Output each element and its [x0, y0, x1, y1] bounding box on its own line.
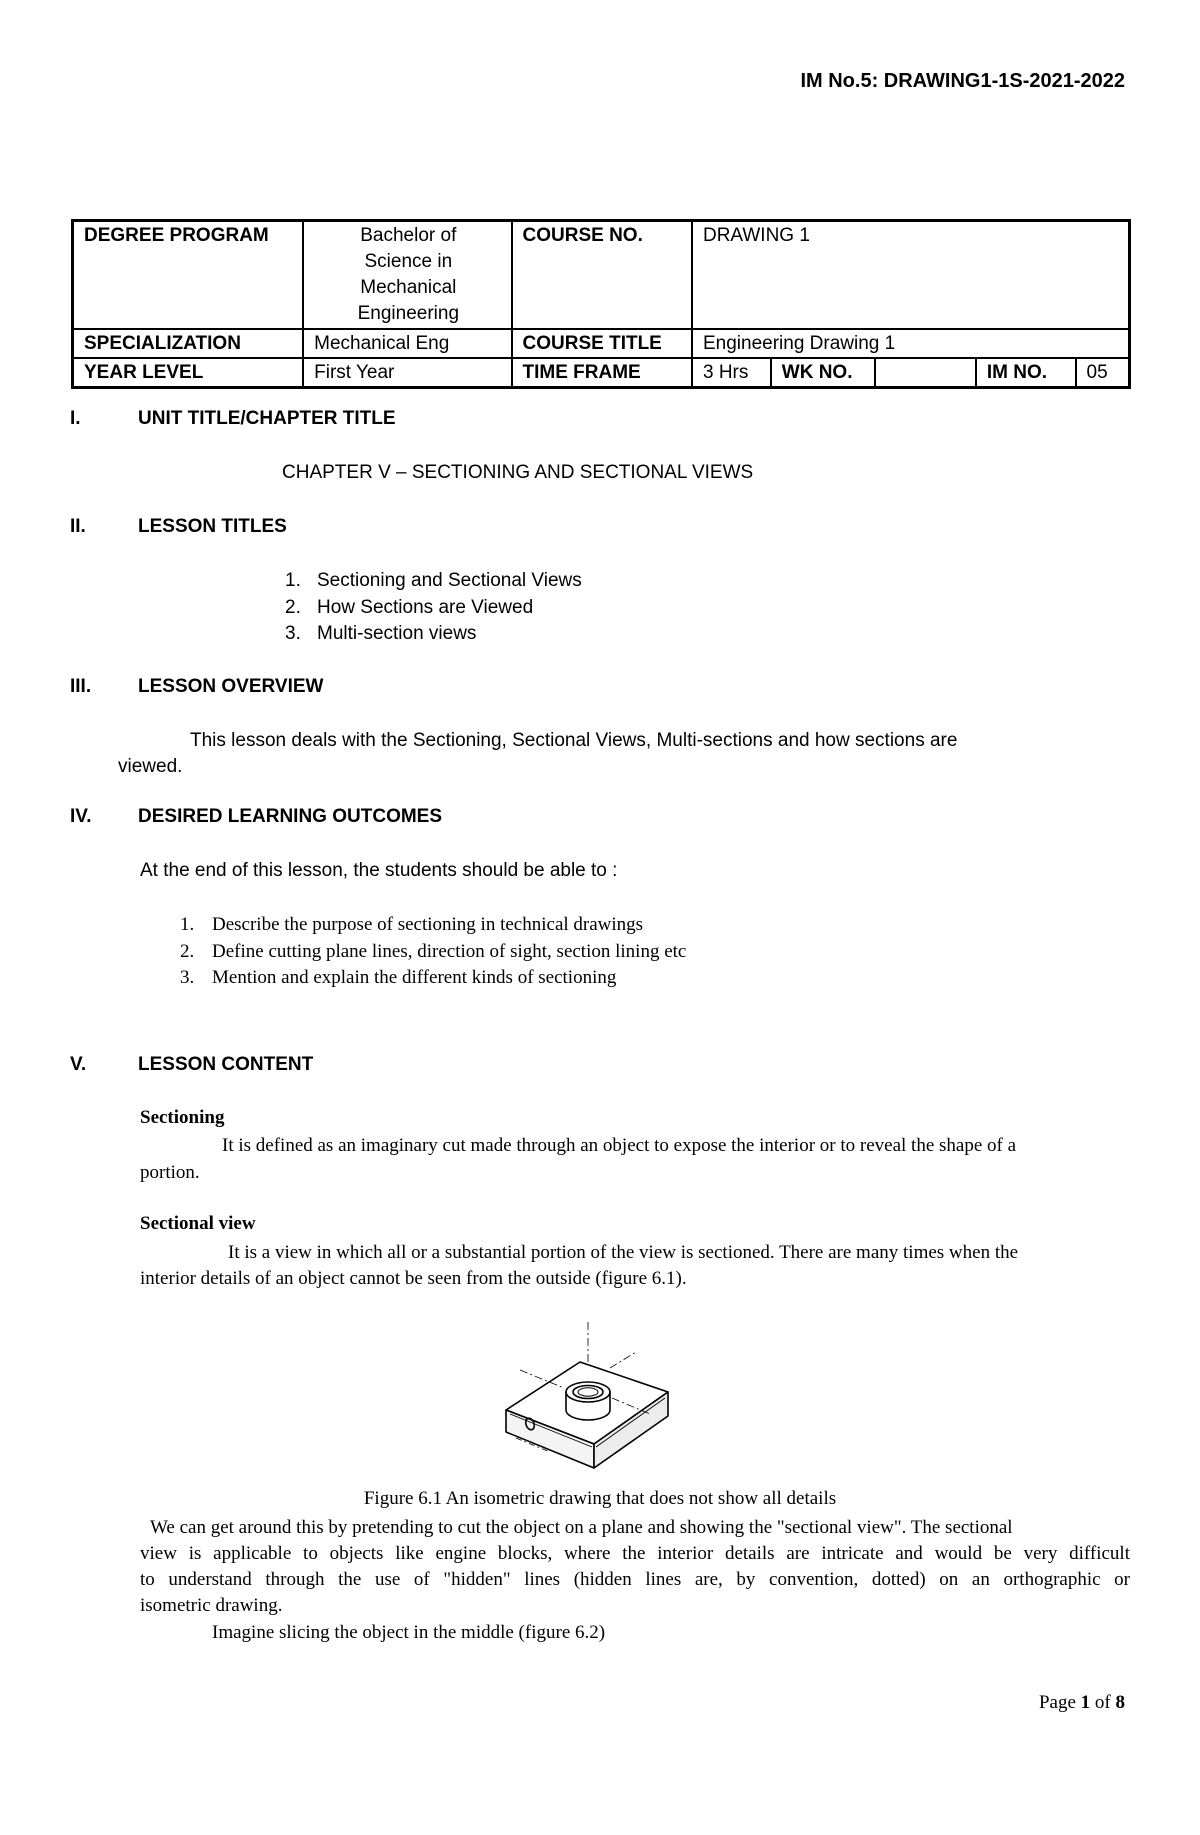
isometric-block-figure [490, 1320, 690, 1470]
specialization-label: SPECIALIZATION [73, 329, 304, 358]
year-level-value: First Year [303, 358, 511, 388]
list-item: 1. Describe the purpose of sectioning in technical drawings [180, 914, 644, 935]
list-item: 1. Sectioning and Sectional Views [285, 570, 582, 591]
im-no-value: 05 [1076, 358, 1130, 388]
section-2-title: LESSON TITLES [138, 516, 287, 537]
paragraph-line-1: We can get around this by pretending to cut the object on a plane and showing the "sectional view". The sectional [150, 1517, 1013, 1538]
course-no-value: DRAWING 1 [692, 221, 1130, 329]
section-5-number: V. [70, 1054, 87, 1075]
year-level-label: YEAR LEVEL [73, 358, 304, 388]
section-1-title: UNIT TITLE/CHAPTER TITLE [138, 408, 396, 429]
page-number: Page 1 of 8 [1038, 1692, 1125, 1713]
specialization-value: Mechanical Eng [303, 329, 511, 358]
degree-line-4: Engineering [357, 303, 460, 324]
learning-outcomes-list [180, 912, 687, 992]
course-title-value: Engineering Drawing 1 [692, 329, 1130, 358]
lesson-titles-list [285, 568, 582, 648]
section-3-number: III. [70, 676, 92, 697]
sectioning-line-2: portion. [140, 1162, 200, 1183]
course-title-label: COURSE TITLE [512, 329, 692, 358]
list-item: 2. How Sections are Viewed [285, 596, 534, 618]
overview-line-1: This lesson deals with the Sectioning, Sectional Views, Multi-sections and how sections are [190, 730, 958, 751]
list-item: 3. Multi-section views [285, 623, 477, 644]
section-3-title: LESSON OVERVIEW [138, 676, 324, 697]
chapter-title: CHAPTER V – SECTIONING AND SECTIONAL VIEWS [282, 462, 754, 483]
section-2-number: II. [70, 516, 86, 537]
degree-program-value [303, 221, 511, 329]
list-item: 2. Define cutting plane lines, direction of sight, section lining etc [180, 940, 687, 962]
time-frame-value: 3 Hrs [692, 358, 771, 388]
overview-line-2: viewed. [118, 756, 183, 777]
degree-line-1: Bachelor of [360, 225, 457, 246]
degree-program-label: DEGREE PROGRAM [73, 221, 304, 329]
sectional-line-2: interior details of an object cannot be seen from the outside (figure 6.1). [140, 1268, 687, 1289]
figure-caption: Figure 6.1 An isometric drawing that does not show all details [363, 1488, 837, 1509]
wk-no-value [875, 358, 975, 388]
paragraph-line-3: to understand through the use of "hidden" lines (hidden lines are, by convention, dotted) on an orthographic or [140, 1569, 1130, 1590]
sectioning-line-1: It is defined as an imaginary cut made through an object to expose the interior or to reveal the shape of a [222, 1135, 1017, 1156]
degree-line-3: Mechanical [360, 277, 457, 298]
section-1-number: I. [70, 408, 81, 429]
wk-no-label: WK NO. [771, 358, 876, 388]
paragraph-line-4: isometric drawing. [140, 1595, 283, 1616]
section-4-title: DESIRED LEARNING OUTCOMES [138, 806, 443, 827]
course-no-label: COURSE NO. [512, 221, 692, 329]
course-info-table [71, 219, 1131, 389]
sectional-view-heading: Sectional view [140, 1213, 256, 1234]
im-no-label: IM NO. [976, 358, 1076, 388]
outcomes-intro: At the end of this lesson, the students should be able to : [140, 860, 618, 881]
section-4-number: IV. [70, 806, 92, 827]
imagine-line: Imagine slicing the object in the middle (figure 6.2) [212, 1622, 606, 1643]
time-frame-label: TIME FRAME [512, 358, 692, 388]
section-5-title: LESSON CONTENT [138, 1054, 314, 1075]
list-item: 3. Mention and explain the different kinds of sectioning [180, 967, 617, 988]
degree-line-2: Science in [364, 251, 453, 272]
sectioning-heading: Sectioning [140, 1107, 225, 1128]
paragraph-line-2: view is applicable to objects like engine blocks, where the interior details are intricate and would be very difficult [140, 1543, 1130, 1564]
document-code: IM No.5: DRAWING1-1S-2021-2022 [800, 70, 1125, 92]
sectional-line-1: It is a view in which all or a substantial portion of the view is sectioned. There are many times when the [228, 1242, 1019, 1263]
